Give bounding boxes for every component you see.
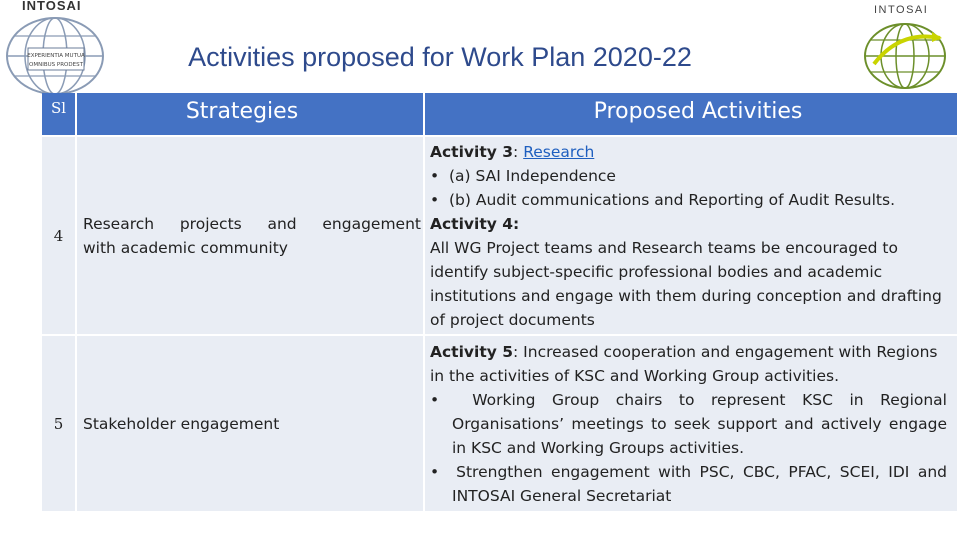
row-sl-number: 5 bbox=[42, 336, 75, 511]
list-item bbox=[430, 460, 947, 508]
bullet-text: Working Group chairs to represent KSC in Regional Organisations’ meetings to seek support and actively engage in KSC and Working Groups activities. bbox=[452, 390, 947, 457]
activity-3-heading bbox=[430, 140, 947, 164]
left-brand-text: INTOSAI bbox=[22, 0, 82, 13]
activity-label: Activity 3 bbox=[430, 142, 514, 161]
activity-4-heading: Activity 4: bbox=[430, 214, 520, 233]
list-item bbox=[430, 388, 947, 460]
strategy-cell bbox=[77, 336, 423, 511]
strategy-cell bbox=[77, 137, 423, 334]
strategy-text-line: Research projects and engagement bbox=[83, 214, 421, 233]
research-link[interactable]: Research bbox=[523, 142, 595, 161]
row-sl-number: 4 bbox=[42, 137, 75, 334]
right-brand-text: INTOSAI bbox=[874, 4, 929, 16]
activity-4-text: All WG Project teams and Research teams be encouraged to identify subject-specific professional bodies and academic institutions and engage with them during conception and drafting of project documents bbox=[430, 238, 942, 329]
bullet-icon: • bbox=[430, 390, 473, 409]
table-row bbox=[42, 336, 957, 511]
left-seal-text-1: EXPERIENTIA MUTUA bbox=[27, 53, 85, 59]
header-proposed-activities: Proposed Activities bbox=[425, 93, 957, 135]
bullet-text: (b) Audit communications and Reporting of Audit Results. bbox=[449, 190, 896, 209]
table-header-row bbox=[42, 93, 957, 135]
strategy-text-line: Stakeholder engagement bbox=[83, 414, 280, 433]
page-title: Activities proposed for Work Plan 2020-22 bbox=[188, 42, 692, 72]
strategy-text-line: with academic community bbox=[83, 238, 288, 257]
header-strategies: Strategies bbox=[77, 93, 423, 135]
activities-cell bbox=[425, 336, 957, 511]
bullet-icon: • bbox=[430, 166, 449, 185]
activities-cell bbox=[425, 137, 957, 334]
list-item bbox=[430, 164, 947, 188]
activity-5-text: : Increased cooperation and engagement with Regions in the activities of KSC and Working Group activities. bbox=[430, 342, 938, 385]
list-item bbox=[430, 188, 947, 212]
activity-separator: : bbox=[513, 142, 524, 161]
activities-table bbox=[40, 91, 959, 513]
activity-5-intro bbox=[430, 340, 947, 388]
bullet-icon: • bbox=[430, 462, 457, 481]
header-sl: Sl bbox=[42, 93, 75, 135]
bullet-icon: • bbox=[430, 190, 449, 209]
activity-label: Activity 5 bbox=[430, 342, 514, 361]
table-row bbox=[42, 137, 957, 334]
bullet-text: (a) SAI Independence bbox=[449, 166, 616, 185]
left-seal-text-2: OMNIBUS PRODEST bbox=[29, 62, 83, 68]
bullet-text: Strengthen engagement with PSC, CBC, PFAC, SCEI, IDI and INTOSAI General Secretariat bbox=[452, 462, 947, 505]
